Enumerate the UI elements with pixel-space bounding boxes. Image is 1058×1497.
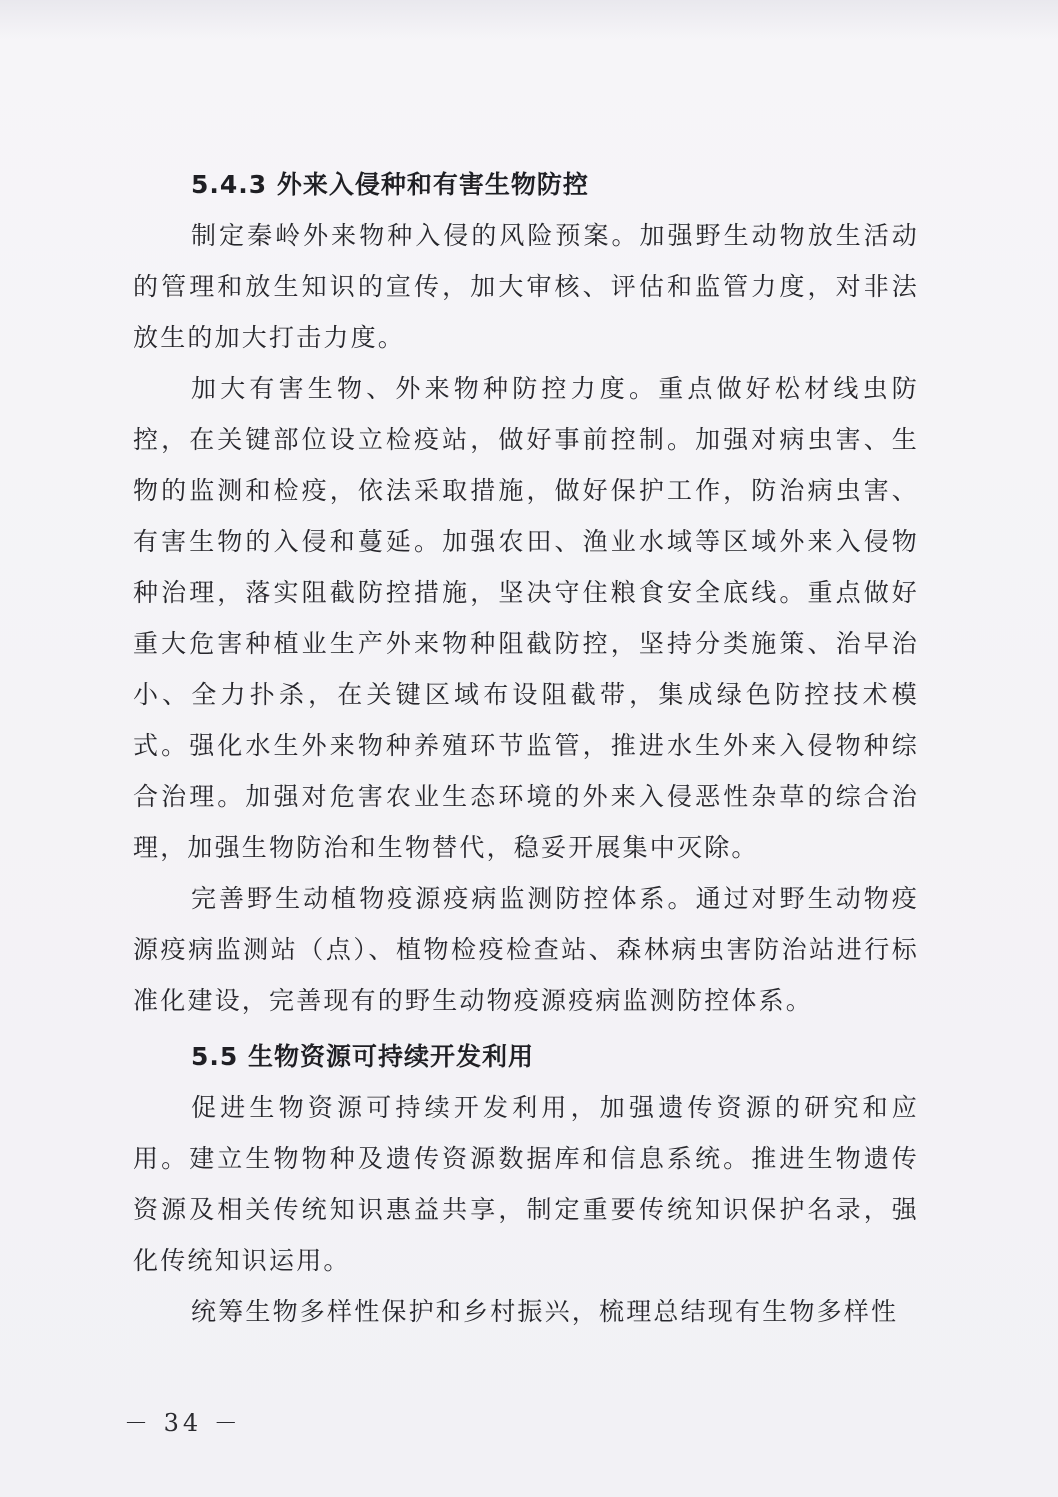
paragraph: 制定秦岭外来物种入侵的风险预案。加强野生动物放生活动的管理和放生知识的宣传，加大审核、评估和监管力度，对非法放生的加大打击力度。 (133, 221, 919, 352)
section-heading-5-5: 5.5 生物资源可持续开发利用 (191, 1042, 534, 1071)
paragraph: 促进生物资源可持续开发利用，加强遗传资源的研究和应用。建立生物物种及遗传资源数据库和信息系统。推进生物遗传资源及相关传统知识惠益共享，制定重要传统知识保护名录，强化传统知识运用。 (133, 1093, 919, 1275)
paragraph: 完善野生动植物疫源疫病监测防控体系。通过对野生动物疫源疫病监测站（点）、植物检疫检查站、森林病虫害防治站进行标准化建设，完善现有的野生动物疫源疫病监测防控体系。 (133, 884, 919, 1015)
section-heading-5-4-3: 5.4.3 外来入侵种和有害生物防控 (191, 170, 589, 199)
paragraph: 加大有害生物、外来物种防控力度。重点做好松材线虫防控，在关键部位设立检疫站，做好事前控制。加强对病虫害、生物的监测和检疫，依法采取措施，做好保护工作，防治病虫害、有害生物的入侵和蔓延。加强农田、渔业水域等区域外来入侵物种治理，落实阻截防控措施，坚决守住粮食安全底线。重点做好重大危害种植业生产外来物种阻截防控，坚持分类施策、治早治小、全力扑杀，在关键区域布设阻截带，集成绿色防控技术模式。强化水生外来物种养殖环节监管，推进水生外来入侵物种综合治理。加强对危害农业生态环境的外来入侵恶性杂草的综合治理，加强生物防治和生物替代，稳妥开展集中灭除。 (133, 374, 919, 862)
document-body (133, 160, 919, 1337)
scan-shadow (0, 0, 1058, 40)
page-number: － 34 － (124, 1409, 242, 1437)
paragraph: 统筹生物多样性保护和乡村振兴，梳理总结现有生物多样性 (191, 1297, 899, 1326)
